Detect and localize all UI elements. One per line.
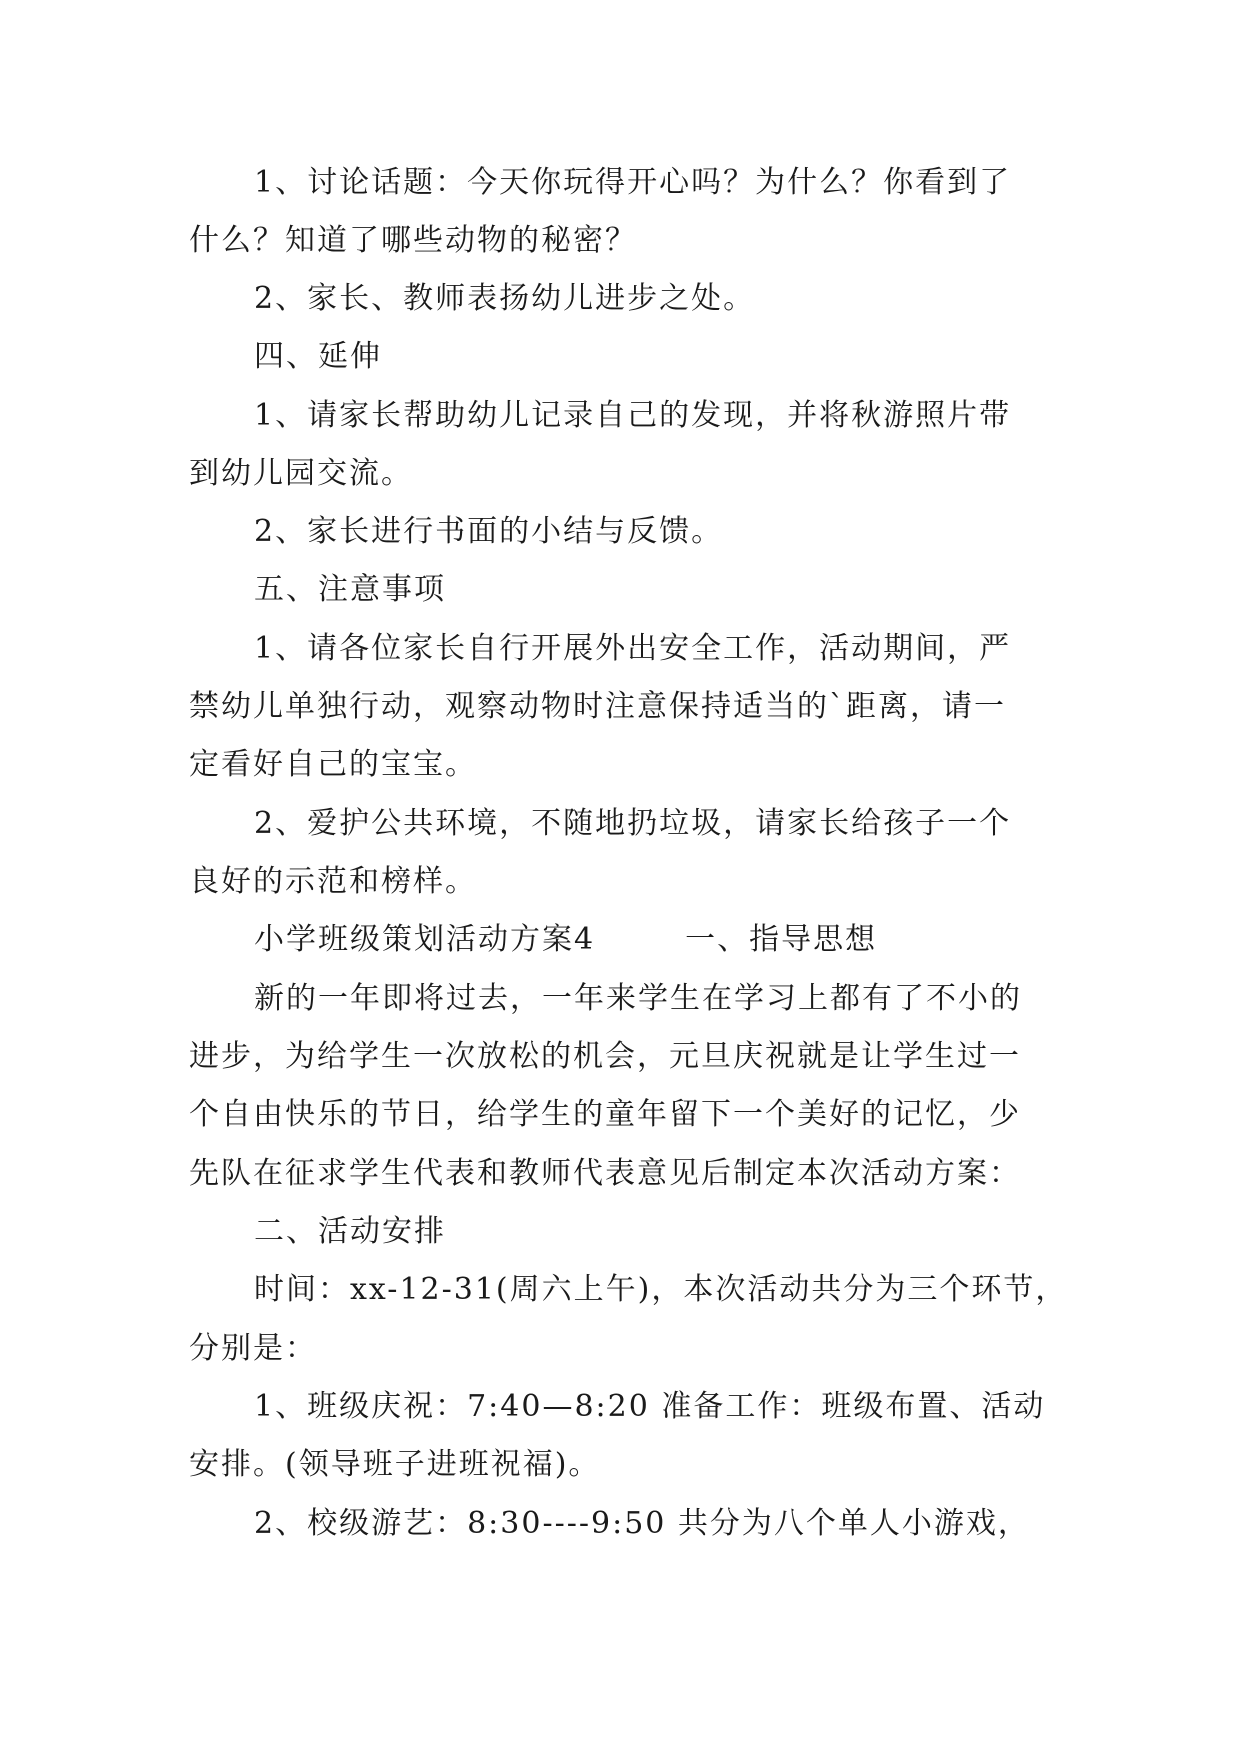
paragraph-line: 1、请各位家长自行开展外出安全工作，活动期间，严	[254, 631, 1012, 666]
paragraph-line: 2、家长、教师表扬幼儿进步之处。	[254, 281, 756, 316]
section-heading: 五、注意事项	[254, 572, 446, 607]
paragraph-line: 到幼儿园交流。	[189, 456, 413, 491]
heading-line	[254, 920, 877, 960]
paragraph-line: 1、讨论话题：今天你玩得开心吗？为什么？你看到了	[254, 165, 1012, 200]
paragraph-line: 2、家长进行书面的小结与反馈。	[254, 514, 724, 549]
document-title: 小学班级策划活动方案4	[254, 922, 596, 957]
paragraph-line: 1、请家长帮助幼儿记录自己的发现，并将秋游照片带	[254, 398, 1012, 433]
paragraph-line: 什么？知道了哪些动物的秘密？	[189, 223, 637, 258]
paragraph-line: 禁幼儿单独行动，观察动物时注意保持适当的`距离，请一	[189, 689, 1006, 724]
paragraph-line: 新的一年即将过去，一年来学生在学习上都有了不小的	[254, 981, 1022, 1016]
paragraph-line: 2、爱护公共环境，不随地扔垃圾，请家长给孩子一个	[254, 806, 1012, 841]
paragraph-line: 先队在征求学生代表和教师代表意见后制定本次活动方案：	[189, 1156, 1021, 1191]
section-heading: 二、活动安排	[254, 1214, 446, 1249]
paragraph-line: 1、班级庆祝：7:40—8:20 准备工作：班级布置、活动	[254, 1389, 1046, 1424]
paragraph-line: 时间：xx-12-31(周六上午)，本次活动共分为三个环节，	[254, 1272, 1068, 1307]
section-heading: 四、延伸	[254, 339, 382, 374]
paragraph-line: 进步，为给学生一次放松的机会，元旦庆祝就是让学生过一	[189, 1039, 1021, 1074]
paragraph-line: 定看好自己的宝宝。	[189, 747, 477, 782]
paragraph-line: 个自由快乐的节日，给学生的童年留下一个美好的记忆，少	[189, 1097, 1021, 1132]
section-heading: 一、指导思想	[685, 922, 878, 957]
paragraph-line: 安排。(领导班子进班祝福)。	[189, 1447, 601, 1482]
paragraph-line: 分别是：	[189, 1331, 317, 1366]
paragraph-line: 2、校级游艺：8:30----9:50 共分为八个单人小游戏，	[254, 1506, 1030, 1541]
paragraph-line: 良好的示范和榜样。	[189, 864, 477, 899]
